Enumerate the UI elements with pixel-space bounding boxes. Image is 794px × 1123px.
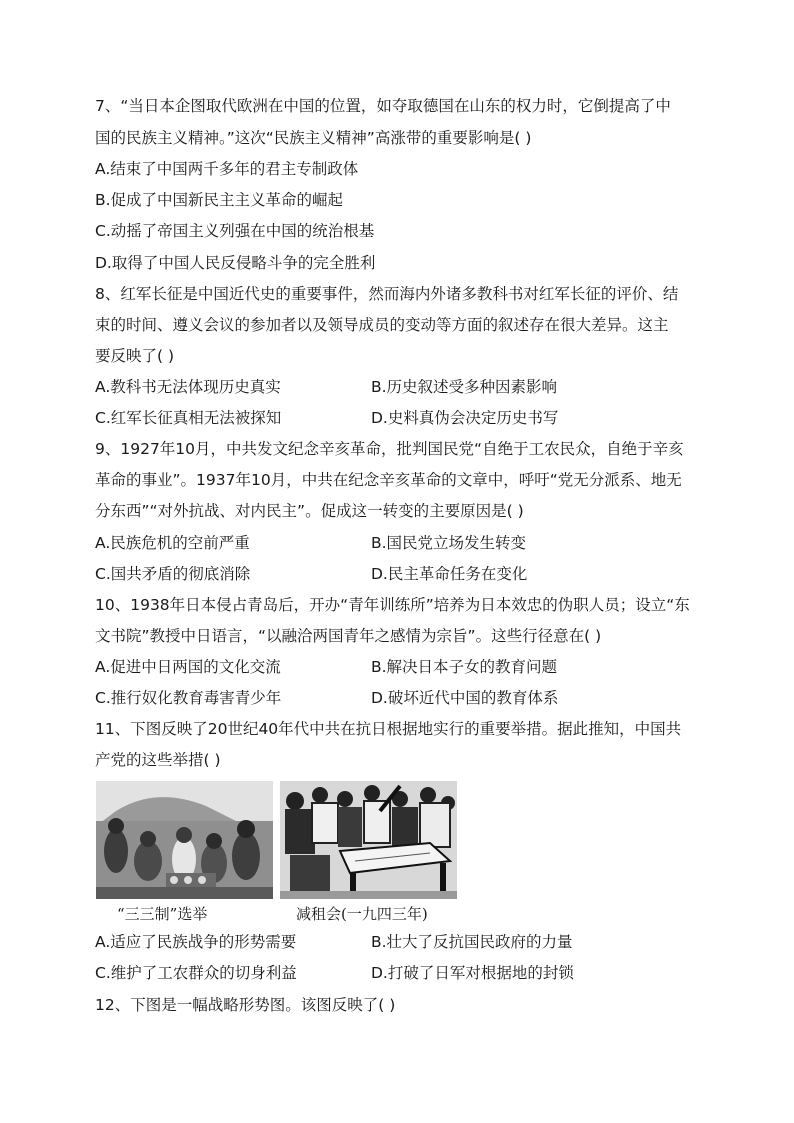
q11-stem-line-2: 产党的这些举措( ) — [95, 751, 221, 769]
q7-option-b: B.促成了中国新民主主义革命的崛起 — [95, 191, 344, 209]
caption-three-thirds-election: “三三制”选举 — [117, 905, 208, 923]
q8-stem-line-1: 8、红军长征是中国近代史的重要事件，然而海内外诸多教科书对红军长征的评价、结 — [95, 285, 679, 303]
q10-option-a: A.促进中日两国的文化交流 — [95, 658, 281, 676]
q10-stem-line-1: 10、1938年日本侵占青岛后，开办“青年训练所”培养为日本效忠的伪职人员；设立“东 — [95, 596, 690, 614]
q8-option-c: C.红军长征真相无法被探知 — [95, 409, 282, 427]
q9-option-d: D.民主革命任务在变化 — [371, 565, 528, 583]
q8-option-d: D.史料真伪会决定历史书写 — [371, 409, 559, 427]
q9-stem-line-3: 分东西”“对外抗战、对内民主”。促成这一转变的主要原因是( ) — [95, 502, 524, 520]
q8-option-b: B.历史叙述受多种因素影响 — [371, 378, 558, 396]
q7-option-c: C.动摇了帝国主义列强在中国的统治根基 — [95, 222, 375, 240]
q8-stem-line-2: 束的时间、遵义会议的参加者以及领导成员的变动等方面的叙述存在很大差异。这主 — [95, 316, 669, 334]
rent-meeting-illustration — [280, 781, 457, 899]
election-photo-illustration — [96, 781, 273, 899]
q11-option-b: B.壮大了反抗国民政府的力量 — [371, 933, 573, 951]
q9-option-a: A.民族危机的空前严重 — [95, 534, 250, 552]
q10-option-c: C.推行奴化教育毒害青少年 — [95, 689, 282, 707]
q10-option-b: B.解决日本子女的教育问题 — [371, 658, 558, 676]
q11-option-d: D.打破了日军对根据地的封锁 — [371, 964, 574, 982]
q11-stem-line-1: 11、下图反映了20世纪40年代中共在抗日根据地实行的重要举措。据此推知，中国共 — [95, 720, 682, 738]
q7-stem-line-1: 7、“当日本企图取代欧洲在中国的位置，如夺取德国在山东的权力时，它倒提高了中 — [95, 97, 671, 115]
q9-stem-line-1: 9、1927年10月，中共发文纪念辛亥革命，批判国民党“自绝于工农民众，自绝于辛亥 — [95, 440, 684, 458]
q12-stem-line-1: 12、下图是一幅战略形势图。该图反映了( ) — [95, 996, 396, 1014]
q9-option-b: B.国民党立场发生转变 — [371, 534, 527, 552]
q11-option-a: A.适应了民族战争的形势需要 — [95, 933, 297, 951]
q8-option-a: A.教科书无法体现历史真实 — [95, 378, 281, 396]
q11-option-c: C.维护了工农群众的切身利益 — [95, 964, 297, 982]
caption-rent-reduction-meeting: 减租会(一九四三年) — [296, 905, 428, 923]
rent-reduction-meeting-photo — [280, 781, 457, 899]
q10-option-d: D.破坏近代中国的教育体系 — [371, 689, 559, 707]
q7-option-a: A.结束了中国两千多年的君主专制政体 — [95, 160, 359, 178]
q10-stem-line-2: 文书院”教授中日语言，“以融洽两国青年之感情为宗旨”。这些行径意在( ) — [95, 627, 602, 645]
q7-option-d: D.取得了中国人民反侵略斗争的完全胜利 — [95, 254, 376, 272]
q9-stem-line-2: 革命的事业”。1937年10月，中共在纪念辛亥革命的文章中，呼吁“党无分派系、地无 — [95, 471, 682, 489]
three-thirds-election-photo — [96, 781, 273, 899]
q8-stem-line-3: 要反映了( ) — [95, 347, 175, 365]
q9-option-c: C.国共矛盾的彻底消除 — [95, 565, 251, 583]
q7-stem-line-2: 国的民族主义精神。”这次“民族主义精神”高涨带的重要影响是( ) — [95, 129, 532, 147]
